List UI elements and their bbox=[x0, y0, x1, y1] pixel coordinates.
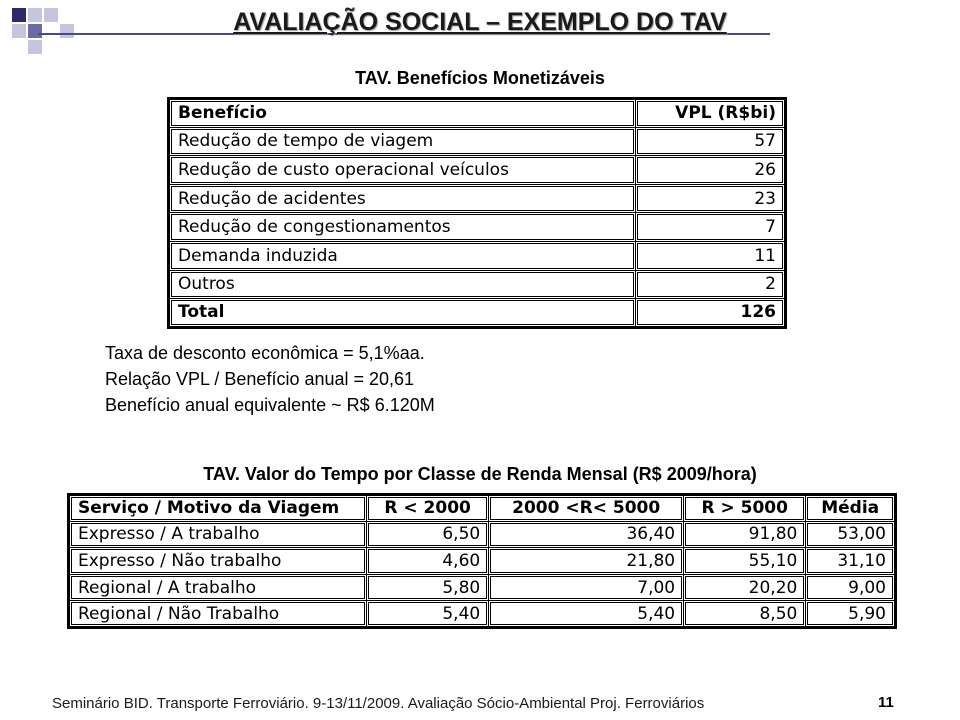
header-cell: Serviço / Motivo da Viagem bbox=[69, 495, 367, 522]
vpl-cell: 7 bbox=[636, 213, 786, 242]
page-number: 11 bbox=[878, 694, 894, 711]
decor-square-6 bbox=[28, 40, 42, 54]
benefit-cell: Redução de congestionamentos bbox=[169, 213, 636, 242]
vpl-cell: 57 bbox=[636, 127, 786, 156]
header-cell: 2000 <R< 5000 bbox=[489, 495, 684, 522]
header-cell: VPL (R$bi) bbox=[636, 99, 786, 128]
value-cell: 5,40 bbox=[489, 601, 684, 628]
table-row bbox=[169, 156, 786, 185]
table-row bbox=[69, 521, 896, 548]
table-row bbox=[169, 127, 786, 156]
value-cell: 20,20 bbox=[684, 574, 806, 601]
service-cell: Expresso / A trabalho bbox=[69, 521, 367, 548]
benefit-cell: Outros bbox=[169, 270, 636, 299]
header-cell: Benefício bbox=[169, 99, 636, 128]
value-cell: 9,00 bbox=[806, 574, 896, 601]
value-cell: 5,90 bbox=[806, 601, 896, 628]
table-row bbox=[169, 184, 786, 213]
notes-block bbox=[105, 340, 435, 418]
header-cell: R > 5000 bbox=[684, 495, 806, 522]
value-cell: 6,50 bbox=[367, 521, 489, 548]
table-header-row bbox=[169, 99, 786, 128]
value-cell: 31,10 bbox=[806, 548, 896, 575]
value-cell: 53,00 bbox=[806, 521, 896, 548]
header-cell: Média bbox=[806, 495, 896, 522]
value-cell: 5,40 bbox=[367, 601, 489, 628]
value-cell: 91,80 bbox=[684, 521, 806, 548]
table-row bbox=[169, 213, 786, 242]
total-label: Total bbox=[169, 299, 636, 328]
benefit-cell: Redução de acidentes bbox=[169, 184, 636, 213]
vpl-cell: 26 bbox=[636, 156, 786, 185]
benefit-cell: Demanda induzida bbox=[169, 241, 636, 270]
vpl-cell: 11 bbox=[636, 241, 786, 270]
vpl-cell: 2 bbox=[636, 270, 786, 299]
benefits-table bbox=[167, 97, 787, 329]
value-cell: 7,00 bbox=[489, 574, 684, 601]
note-line: Relação VPL / Benefício anual = 20,61 bbox=[105, 369, 415, 389]
value-cell: 36,40 bbox=[489, 521, 684, 548]
vpl-cell: 23 bbox=[636, 184, 786, 213]
service-cell: Regional / Não Trabalho bbox=[69, 601, 367, 628]
note-line: Benefício anual equivalente ~ R$ 6.120M bbox=[105, 395, 435, 415]
value-cell: 5,80 bbox=[367, 574, 489, 601]
table1-caption: TAV. Benefícios Monetizáveis bbox=[355, 68, 605, 88]
value-cell: 8,50 bbox=[684, 601, 806, 628]
value-cell: 55,10 bbox=[684, 548, 806, 575]
table-row bbox=[169, 241, 786, 270]
footer-text: Seminário BID. Transporte Ferroviário. 9-13/11/2009. Avaliação Sócio-Ambiental Proj. Ferroviários bbox=[52, 695, 705, 712]
service-cell: Expresso / Não trabalho bbox=[69, 548, 367, 575]
table2-caption: TAV. Valor do Tempo por Classe de Renda Mensal (R$ 2009/hora) bbox=[203, 464, 757, 484]
value-cell: 21,80 bbox=[489, 548, 684, 575]
note-line: Taxa de desconto econômica = 5,1%aa. bbox=[105, 343, 425, 363]
table-header-row bbox=[69, 495, 896, 522]
total-row bbox=[169, 299, 786, 328]
header-cell: R < 2000 bbox=[367, 495, 489, 522]
table-row bbox=[69, 601, 896, 628]
table-row bbox=[69, 548, 896, 575]
time-value-table bbox=[67, 493, 897, 629]
table-row bbox=[169, 270, 786, 299]
slide-title: AVALIAÇÃO SOCIAL – EXEMPLO DO TAV bbox=[233, 8, 727, 36]
benefit-cell: Redução de custo operacional veículos bbox=[169, 156, 636, 185]
total-value: 126 bbox=[636, 299, 786, 328]
service-cell: Regional / A trabalho bbox=[69, 574, 367, 601]
value-cell: 4,60 bbox=[367, 548, 489, 575]
benefit-cell: Redução de tempo de viagem bbox=[169, 127, 636, 156]
table-row bbox=[69, 574, 896, 601]
